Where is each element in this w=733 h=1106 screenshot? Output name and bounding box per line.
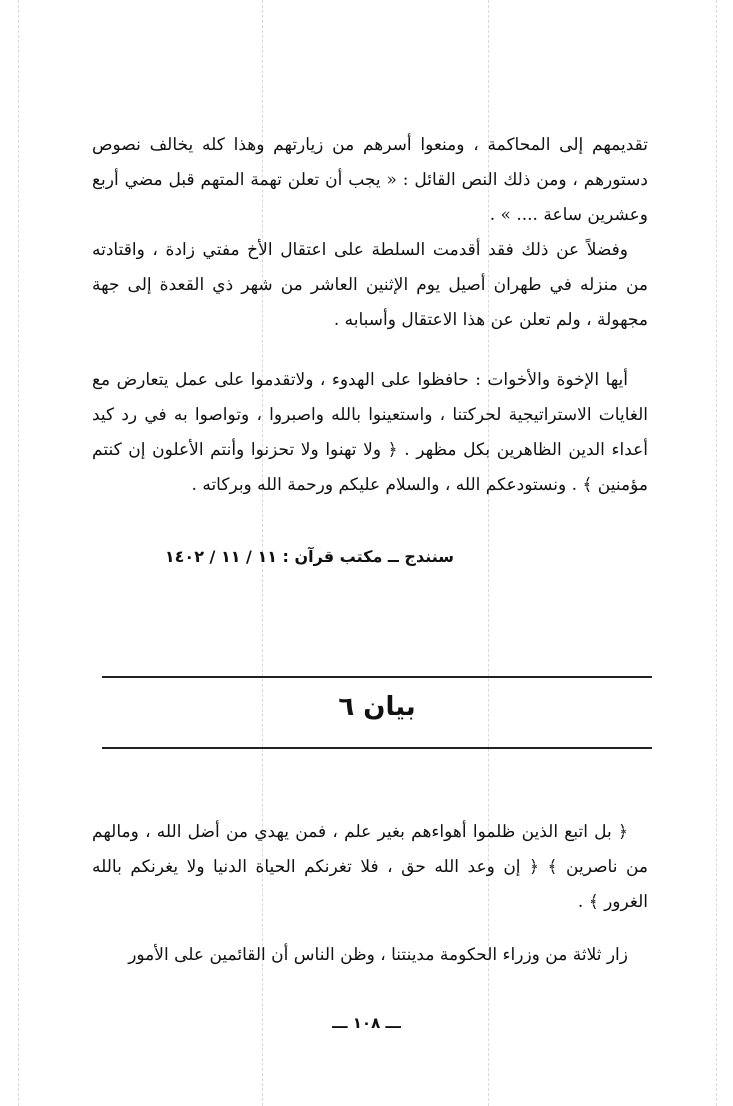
scan-guide-line xyxy=(716,0,717,1106)
paragraph-1-text: تقديمهم إلى المحاكمة ، ومنعوا أسرهم من زيارتهم وهذا كله يخالف نصوص دستورهم ، ومن ذلك النص القائل : « يجب أن تعلن تهمة المتهم قبل مضي أربع وعشرين ساعة .... » . xyxy=(92,135,648,225)
paragraph-4 xyxy=(92,815,648,920)
scan-guide-line xyxy=(18,0,19,1106)
paragraph-5 xyxy=(92,938,648,973)
paragraph-4-text: ﴿ بل اتبع الذين ظلموا أهواءهم بغير علم ، فمن يهدي من أضل الله ، ومالهم من ناصرين ﴾ ﴿ إن وعد الله حق ، فلا تغرنكم الحياة الدنيا ولا يغرنكم بالله الغرور ﴾ . xyxy=(92,822,648,912)
signature-line: سنندج ــ مكتب قرآن : ١١ / ١١ / ١٤٠٢ xyxy=(164,547,454,566)
section-top-rule xyxy=(102,676,652,678)
paragraph-3 xyxy=(92,363,648,503)
section-bottom-rule xyxy=(102,747,652,749)
page-number: ـــ ١٠٨ ـــ xyxy=(332,1014,401,1032)
paragraph-1 xyxy=(92,128,648,233)
paragraph-2 xyxy=(92,233,648,338)
paragraph-2-text: وفضلاً عن ذلك فقد أقدمت السلطة على اعتقال الأخ مفتي زادة ، واقتادته من منزله في طهران أصيل يوم الإثنين العاشر من شهر ذي القعدة إلى جهة مجهولة ، ولم تعلن عن هذا الاعتقال وأسبابه . xyxy=(92,240,648,330)
paragraph-5-text: زار ثلاثة من وزراء الحكومة مدينتنا ، وظن الناس أن القائمين على الأمور xyxy=(128,945,628,965)
paragraph-3-text: أيها الإخوة والأخوات : حافظوا على الهدوء ، ولاتقدموا على عمل يتعارض مع الغايات الاستراتيجية لحركتنا ، واستعينوا بالله واصبروا ، وتواصوا به في رد كيد أعداء الدين الظاهرين بكل مظهر . ﴿ ولا تهنوا ولا تحزنوا وأنتم الأعلون إن كنتم مؤمنين ﴾ . ونستودعكم الله ، والسلام عليكم ورحمة الله وبركاته . xyxy=(92,370,648,495)
section-title: بيان ٦ xyxy=(338,692,416,722)
